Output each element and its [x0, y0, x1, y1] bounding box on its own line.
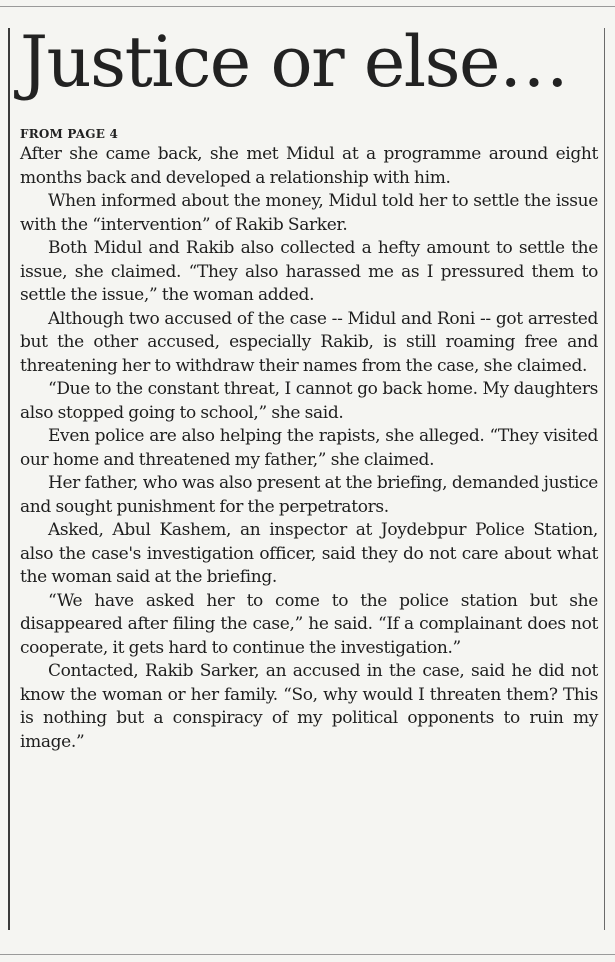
clipping-bottom-edge [0, 954, 615, 955]
article-paragraph: After she came back, she met Midul at a programme around eight months back and developed a relationship with him. [20, 144, 598, 188]
article-body [20, 125, 598, 754]
article-paragraph: “We have asked her to come to the police station but she disappeared after filing the case,” he said. “If a complainant does not cooperate, it gets hard to continue the investigation.” [20, 590, 598, 658]
article-paragraph: Both Midul and Rakib also collected a hefty amount to settle the issue, she claimed. “They also harassed me as I pressured them to settle the issue,” the woman added. [20, 238, 598, 305]
article-paragraph: “Due to the constant threat, I cannot go back home. My daughters also stopped going to school,” she said. [20, 379, 598, 423]
article-paragraph: Although two accused of the case -- Midul and Roni -- got arrested but the other accused, especially Rakib, is still roaming free and threatening her to withdraw their names from the case, she claimed. [20, 308, 598, 376]
article-paragraph: When informed about the money, Midul told her to settle the issue with the “intervention” of Rakib Sarker. [20, 191, 598, 235]
article-headline: Justice or else… [20, 21, 568, 103]
article-paragraph: Even police are also helping the rapists, she alleged. “They visited our home and threatened my father,” she claimed. [20, 426, 598, 470]
clipping-top-edge [0, 6, 615, 7]
column-right-rule [604, 28, 605, 930]
column-left-rule [8, 28, 10, 930]
article-paragraph: Her father, who was also present at the briefing, demanded justice and sought punishment for the perpetrators. [20, 473, 598, 517]
article-paragraph: Asked, Abul Kashem, an inspector at Joydebpur Police Station, also the case's investigation officer, said they do not care about what the woman said at the briefing. [20, 520, 598, 587]
continuation-kicker: FROM PAGE 4 [20, 127, 118, 141]
article-paragraph: Contacted, Rakib Sarker, an accused in the case, said he did not know the woman or her family. “So, why would I threaten them? This is nothing but a conspiracy of my political opponents to ruin my image.” [20, 661, 598, 752]
